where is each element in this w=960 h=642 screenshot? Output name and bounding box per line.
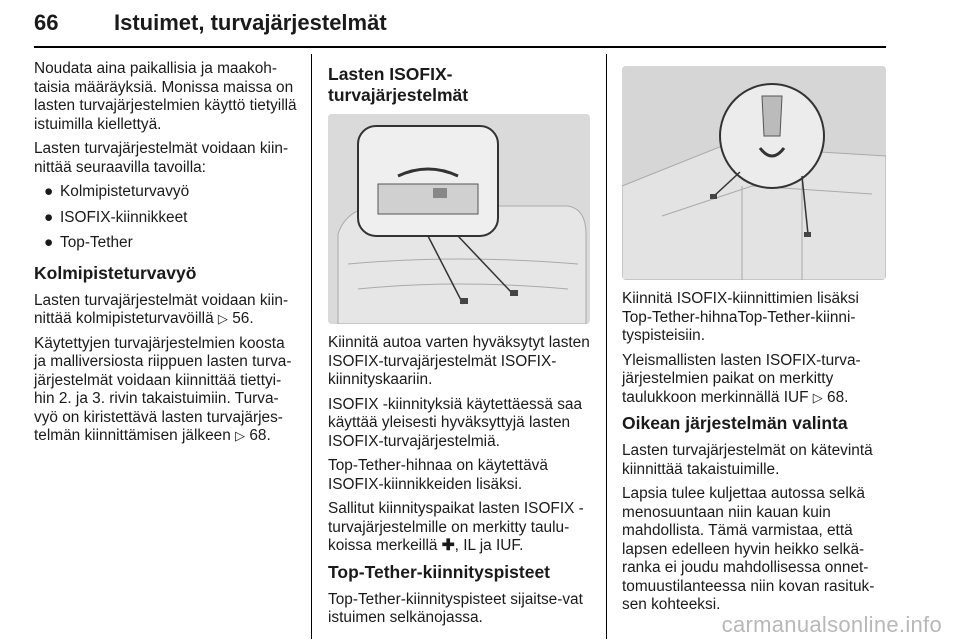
paragraph: Käytettyjen turvajärjestelmien koosta ja malliversiosta riippuen lasten turva-järjestelmät voidaan kiinnittää tiettyi-hin 2. ja 3. rivin takaistuimiin. Turva-vyö on kiristettävä lasten turvajärjes-telmän kiinnittämisen jälkeen ▷ 68. <box>34 334 292 444</box>
paragraph: ISOFIX -kiinnityksiä käytettäessä saa käyttää yleisesti hyväksyttyjä lasten ISOFIX-turvajärjestelmiä. <box>328 395 583 450</box>
paragraph: Kiinnitä autoa varten hyväksytyt lasten ISOFIX-turvajärjestelmät ISOFIX-kiinnityskaariin. <box>328 334 590 388</box>
column-middle <box>328 64 590 634</box>
column-left <box>34 60 298 452</box>
page-reference[interactable]: 68. <box>827 388 849 406</box>
list-item: ● ISOFIX-kiinnikkeet <box>44 208 188 226</box>
page-header <box>34 6 886 48</box>
paragraph: Yleismallisten lasten ISOFIX-turva-järjestelmien paikat on merkitty taulukkoon merkinnällä IUF ▷ 68. <box>622 351 861 406</box>
paragraph: Lapsia tulee kuljettaa autossa selkä menosuuntaan niin kauan kuin mahdollista. Tämä varmistaa, että lapsen edelleen hyvin heikko selkä-ranka ei joudu mahdollisessa onnet-tomuustilanteessa niin kovan rasituk-sen kohteeksi. <box>622 485 875 613</box>
list-item: ● Top-Tether <box>44 234 133 251</box>
bullet-list <box>34 183 298 253</box>
paragraph: Top-Tether-hihnaa on käytettävä ISOFIX-kiinnikkeiden lisäksi. <box>328 457 548 493</box>
section-heading: Oikean järjestelmän valinta <box>622 413 848 433</box>
page-title: Istuimet, turvajärjestelmät <box>114 10 387 35</box>
arrow-right-icon[interactable]: ▷ <box>235 428 246 443</box>
watermark: carmanualsonline.info <box>721 612 942 637</box>
column-right <box>622 60 886 621</box>
page-number: 66 <box>34 10 59 35</box>
column-divider <box>311 54 312 639</box>
section-heading: Kolmipisteturvavyö <box>34 262 197 283</box>
paragraph: Top-Tether-kiinnityspisteet sijaitse-vat istuimen selkänojassa. <box>328 590 583 626</box>
section-heading: Top-Tether-kiinnityspisteet <box>328 561 551 582</box>
paragraph: Lasten turvajärjestelmät voidaan kiin-nittää kolmipisteturvavöillä ▷ 56. <box>34 291 289 327</box>
page-reference[interactable]: 56. <box>232 310 254 327</box>
paragraph: Lasten turvajärjestelmät on kätevintä kiinnittää takaistuimille. <box>622 442 873 478</box>
bullet-icon: ● <box>44 208 54 226</box>
top-tether-illustration <box>622 66 886 280</box>
bullet-icon: ● <box>44 183 54 200</box>
page-reference[interactable]: 68. <box>249 427 271 444</box>
arrow-right-icon[interactable]: ▷ <box>217 311 228 326</box>
paragraph: Sallitut kiinnityspaikat lasten ISOFIX -turvajärjestelmille on merkitty taulu-koissa merkeillä ✚, IL ja IUF. <box>328 500 584 554</box>
paragraph: Noudata aina paikallisia ja maakoh-taisia määräyksiä. Monissa maissa on lasten turvajärjestelmien käyttö tietyillä istuimilla kiellettyä. <box>34 60 297 133</box>
list-item: ● Kolmipisteturvavyö <box>44 183 190 200</box>
bullet-icon: ● <box>44 234 54 251</box>
column-divider <box>606 54 607 639</box>
section-heading: Lasten ISOFIX-turvajärjestelmät <box>328 64 469 105</box>
paragraph: Lasten turvajärjestelmät voidaan kiin-nittää seuraavilla tavoilla: <box>34 140 289 176</box>
arrow-right-icon[interactable]: ▷ <box>812 389 823 405</box>
isofix-seat-illustration <box>328 114 590 324</box>
isofix-cross-icon: ✚ <box>441 537 455 554</box>
paragraph: Kiinnitä ISOFIX-kiinnittimien lisäksi Top-Tether-hihnaTop-Tether-kiinni-tyspisteisiin. <box>622 290 859 344</box>
